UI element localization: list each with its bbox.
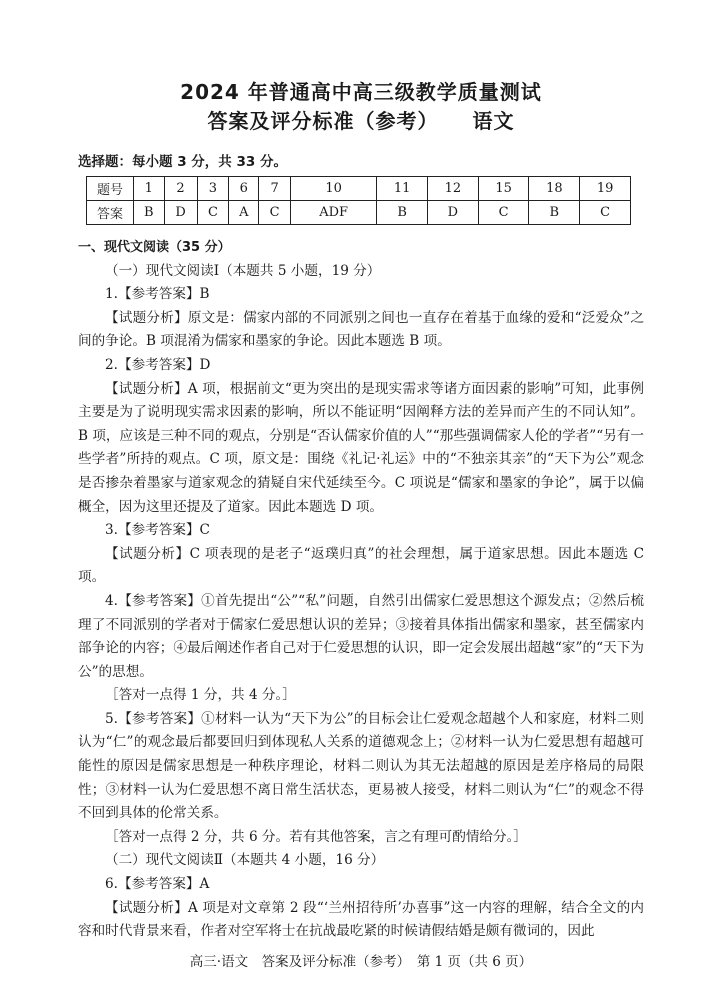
- subject-label: 语文: [472, 109, 515, 133]
- answer-paragraph: 4.【参考答案】①首先提出“公”“私”问题，自然引出儒家仁爱思想这个源发点；②然后梳理了不同派别的学者对于儒家仁爱思想认识的差异；③接着具体指出儒家和墨家，甚至儒家内部争论的内容；④最后阐述作者自己对于仁爱思想的认识，即一定会发展出超越“家”的“天下为公”的思想。: [78, 592, 644, 680]
- answer-paragraph: 【试题分析】C 项表现的是老子“返璞归真”的社会理想，属于道家思想。因此本题选 C 项。: [78, 545, 644, 586]
- section-heading: 一、现代文阅读（35 分）: [78, 240, 231, 255]
- answer-cell: ADF: [290, 201, 376, 225]
- answer-cell: C: [580, 201, 631, 225]
- answer-cell: D: [164, 201, 197, 225]
- answer-row: [87, 201, 631, 225]
- answer-paragraph: 2.【参考答案】D: [105, 356, 211, 373]
- subtitle-text: 答案及评分标准（参考）: [207, 109, 439, 133]
- question-number-cell: 18: [529, 177, 580, 201]
- page-title: 2024 年普通高中高三级教学质量测试: [180, 80, 542, 104]
- answer-paragraph: 3.【参考答案】C: [105, 522, 210, 539]
- answer-cell: B: [134, 201, 165, 225]
- answer-paragraph: 6.【参考答案】A: [105, 876, 210, 893]
- answer-paragraph: 【试题分析】A 项，根据前文“更为突出的是现实需求等诸方面因素的影响”可知，此事例主要是为了说明现实需求因素的影响，所以不能证明“因阐释方法的差异而产生的不同认知”。B 项，应该是三种不同的观点，分别是“否认儒家价值的人”“那些强调儒家人伦的学者”“另有一些学者”所持的观点。C 项，原文是：围绕《礼记·礼运》中的“不独亲其亲”的“天下为公”观念是否掺杂着墨家与道家观念的猜疑自宋代延续至今。C 项说是“儒家和墨家的争论”，属于以偏概全，因为这里还提及了道家。因此本题选 D 项。: [78, 380, 644, 515]
- question-number-row: [87, 177, 631, 201]
- question-number-cell: 11: [377, 177, 428, 201]
- answer-cell: D: [428, 201, 479, 225]
- mcq-heading: 选择题：每小题 3 分，共 33 分。: [78, 154, 287, 170]
- answer-paragraph: 【试题分析】A 项是对文章第 2 段“‘兰州招待所’办喜事”这一内容的理解，结合全文的内容和时代背景来看，作者对空军将士在抗战最吃紧的时候请假结婚是颇有微词的，因此: [78, 899, 644, 940]
- answer-cell: C: [478, 201, 529, 225]
- answer-paragraph: （一）现代文阅读Ⅰ（本题共 5 小题，19 分）: [105, 262, 381, 279]
- question-number-cell: 12: [428, 177, 479, 201]
- answer-cell: B: [377, 201, 428, 225]
- answer-paragraph: 【试题分析】原文是：儒家内部的不同派别之间也一直存在着基于血缘的爱和“泛爱众”之间的争论。B 项混淆为儒家和墨家的争论。因此本题选 B 项。: [78, 309, 644, 350]
- question-number-cell: 15: [478, 177, 529, 201]
- row-label: 答案: [87, 201, 134, 225]
- question-number-cell: 1: [134, 177, 165, 201]
- answer-table: [86, 176, 631, 225]
- answer-paragraph: ［答对一点得 2 分，共 6 分。若有其他答案，言之有理可酌情给分。］: [105, 828, 527, 845]
- answer-cell: A: [229, 201, 259, 225]
- question-number-cell: 3: [197, 177, 229, 201]
- question-number-cell: 2: [164, 177, 197, 201]
- answer-paragraph: 5.【参考答案】①材料一认为“天下为公”的目标会让仁爱观念超越个人和家庭，材料二则认为“仁”的观念最后都要回归到体现私人关系的道德观念上；②材料一认为仁爱思想有超越可能性的原因是儒家思想是一种秩序理论，材料二则认为其无法超越的原因是差序格局的局限性；③材料一认为仁爱思想不离日常生活状态，更易被人接受，材料二则认为“仁”的观念不得不回到具体的伦常关系。: [78, 710, 644, 822]
- answer-cell: C: [259, 201, 291, 225]
- question-number-cell: 19: [580, 177, 631, 201]
- question-number-cell: 6: [229, 177, 259, 201]
- page-footer: 高三·语文 答案及评分标准（参考） 第 1 页（共 6 页）: [189, 954, 533, 970]
- page-subtitle: [0, 105, 722, 134]
- row-label: 题号: [87, 177, 134, 201]
- question-number-cell: 7: [259, 177, 291, 201]
- answer-paragraph: （二）现代文阅读Ⅱ（本题共 4 小题，16 分）: [105, 852, 385, 869]
- answer-cell: C: [197, 201, 229, 225]
- answer-paragraph: ［答对一点得 1 分，共 4 分。］: [105, 687, 296, 704]
- answer-cell: B: [529, 201, 580, 225]
- question-number-cell: 10: [290, 177, 376, 201]
- answer-analysis-body: [78, 236, 644, 944]
- answer-paragraph: 1.【参考答案】B: [105, 286, 210, 303]
